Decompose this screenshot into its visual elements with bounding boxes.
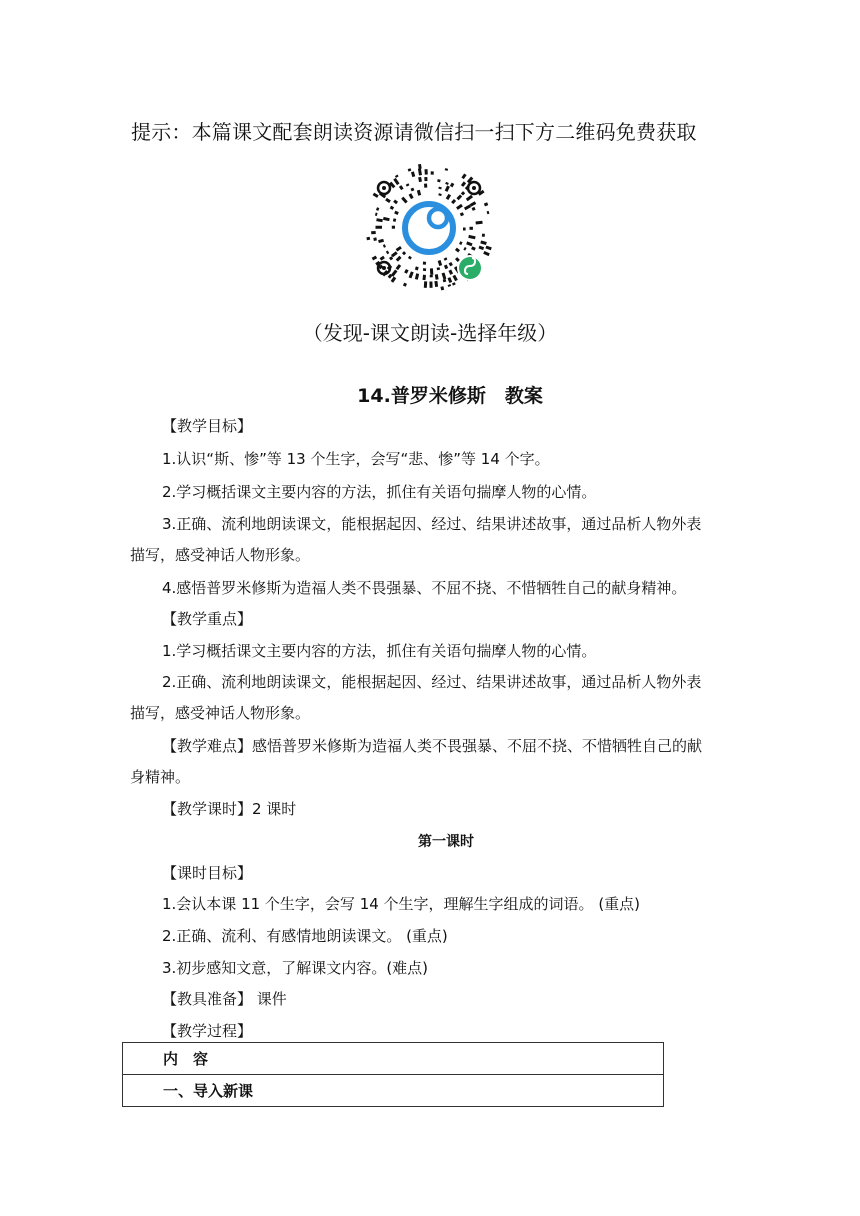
qr-module (406, 270, 408, 273)
section-heading-lesson-goals: 【课时目标】 (162, 864, 253, 882)
qr-module (390, 257, 392, 259)
qr-module (460, 214, 463, 215)
resource-tip: 提示：本篇课文配套朗读资源请微信扫一扫下方二维码免费获取 (131, 120, 697, 144)
qr-module (439, 179, 440, 182)
qr-module (394, 201, 397, 203)
qr-module (420, 177, 421, 182)
qr-module (446, 169, 447, 171)
qr-module (395, 179, 399, 184)
qr-module (409, 257, 410, 259)
qr-module (389, 275, 392, 278)
lesson-goal-1: 1.会认本课 11 个生字，会写 14 个生字，理解生字组成的词语。 (重点) (162, 895, 641, 913)
qr-module (443, 273, 445, 279)
qr-module (453, 283, 454, 285)
qr-module (442, 287, 443, 291)
focus-item-2-continued: 描写，感受神话人物形象。 (130, 704, 311, 722)
qr-module (386, 199, 390, 202)
teaching-aids: 【教具准备】 课件 (162, 990, 287, 1008)
qr-module (395, 212, 398, 214)
qr-module (400, 186, 402, 189)
qr-module (467, 196, 472, 200)
difficulty-line: 【教学难点】感悟普罗米修斯为造福人类不畏强暴、不屈不挠、不惜牺牲自己的献 (162, 737, 703, 755)
qr-module (449, 285, 450, 287)
qr-module (392, 253, 397, 257)
qr-module (383, 218, 389, 219)
qr-module (409, 169, 410, 171)
qr-module (420, 164, 421, 169)
table-header-content: 内 容 (123, 1043, 664, 1075)
qr-module (446, 186, 448, 191)
qr-module (462, 182, 465, 186)
goal-item-3-continued: 描写，感受神话人物形象。 (130, 546, 311, 564)
qr-module (486, 247, 491, 249)
qr-module (377, 220, 383, 221)
qr-module (390, 207, 393, 209)
qr-module (379, 266, 382, 268)
qr-module (456, 258, 459, 261)
section-heading-goals: 【教学目标】 (162, 417, 253, 435)
wechat-mini-program-qr-code-icon[interactable] (362, 161, 496, 295)
lesson-one-heading: 第一课时 (418, 834, 474, 850)
qr-module (419, 169, 420, 176)
qr-module (439, 261, 441, 266)
qr-module (481, 242, 487, 244)
qr-module (438, 268, 439, 270)
qr-module (440, 194, 441, 196)
qr-module (375, 214, 377, 215)
qr-module (372, 257, 376, 259)
lesson-goal-2: 2.正确、流利、有感情地朗读课文。 (重点) (162, 927, 448, 945)
goal-item-4: 4.感悟普罗米修斯为造福人类不畏强暴、不屈不挠、不惜牺牲自己的献身精神。 (162, 579, 687, 597)
qr-module (392, 277, 395, 282)
qr-module (469, 236, 476, 237)
qr-module (463, 174, 466, 178)
qr-module (445, 265, 447, 269)
qr-module (452, 200, 455, 203)
qr-module (460, 243, 462, 244)
qr-module (387, 252, 389, 253)
qr-module (416, 267, 417, 270)
qr-module (464, 248, 466, 249)
class-hours: 【教学课时】2 课时 (162, 800, 297, 818)
qr-module (403, 252, 405, 254)
mini-program-badge-icon (457, 255, 483, 281)
qr-module (424, 275, 425, 280)
qr-module (380, 257, 384, 259)
qr-module (447, 182, 448, 184)
qr-module (457, 205, 462, 209)
qr-module (392, 270, 396, 275)
table-row (123, 1075, 664, 1107)
table-row (123, 1043, 664, 1075)
goal-item-1: 1.认识“斯、惨”等 13 个生字，会写“悲、惨”等 14 个字。 (162, 450, 550, 468)
qr-module (436, 281, 437, 287)
qr-module (404, 283, 405, 286)
focus-item-1: 1.学习概括课文主要内容的方法，抓住有关语句揣摩人物的心情。 (162, 642, 597, 660)
qr-module (484, 252, 489, 254)
qr-module (373, 194, 378, 197)
qr-module (436, 274, 437, 279)
qr-module (412, 188, 413, 191)
difficulty-line-continued: 身精神。 (130, 768, 191, 786)
qr-module (383, 246, 385, 247)
table-cell-intro: 一、导入新课 (123, 1075, 664, 1107)
qr-module (472, 208, 475, 209)
qr-module (484, 204, 487, 205)
qr-module (454, 275, 457, 280)
qr-module (440, 187, 441, 189)
qr-module (374, 239, 377, 240)
qr-module (377, 209, 379, 210)
navigation-hint: （发现-课文朗读-选择年级） (302, 321, 558, 345)
qr-module (458, 196, 462, 200)
qr-module (450, 263, 452, 266)
focus-item-2: 2.正确、流利地朗读课文，能根据起因、经过、结果讲述故事，通过品析人物外表 (162, 673, 702, 691)
qr-module (393, 220, 396, 221)
qr-module (472, 248, 476, 250)
qr-module (467, 243, 472, 245)
qr-module (462, 192, 464, 194)
qr-module (416, 274, 417, 280)
goal-item-3: 3.正确、流利地朗读课文，能根据起因、经过、结果讲述故事，通过品析人物外表 (162, 515, 702, 533)
teaching-process-table (122, 1042, 664, 1107)
qr-module (396, 175, 397, 177)
qr-module (444, 279, 445, 282)
section-heading-process: 【教学过程】 (162, 1022, 253, 1040)
qr-module (367, 238, 370, 239)
qr-module (449, 278, 451, 283)
lesson-goal-3: 3.初步感知文意，了解课文内容。(难点) (162, 959, 429, 977)
goal-item-2: 2.学习概括课文主要内容的方法，抓住有关语句揣摩人物的心情。 (162, 483, 597, 501)
qr-module (456, 249, 459, 252)
qr-module (476, 222, 483, 223)
qr-module (470, 203, 475, 206)
qr-module (410, 194, 412, 198)
qr-module (447, 195, 450, 200)
qr-module (450, 270, 452, 274)
qr-module (379, 240, 384, 241)
qr-module (479, 247, 484, 249)
qr-module (407, 184, 408, 186)
qr-module (445, 258, 446, 260)
qr-module (412, 172, 413, 177)
qr-module (402, 198, 406, 203)
page-title: 14.普罗米修斯 教案 (357, 385, 543, 407)
qr-module (397, 247, 402, 250)
qr-module (397, 257, 401, 261)
section-heading-focus: 【教学重点】 (162, 610, 253, 628)
qr-module (487, 212, 489, 213)
qr-module (410, 272, 412, 278)
qr-module (451, 183, 453, 186)
qr-module (465, 206, 471, 209)
qr-module (397, 265, 400, 269)
qr-module (418, 190, 419, 195)
